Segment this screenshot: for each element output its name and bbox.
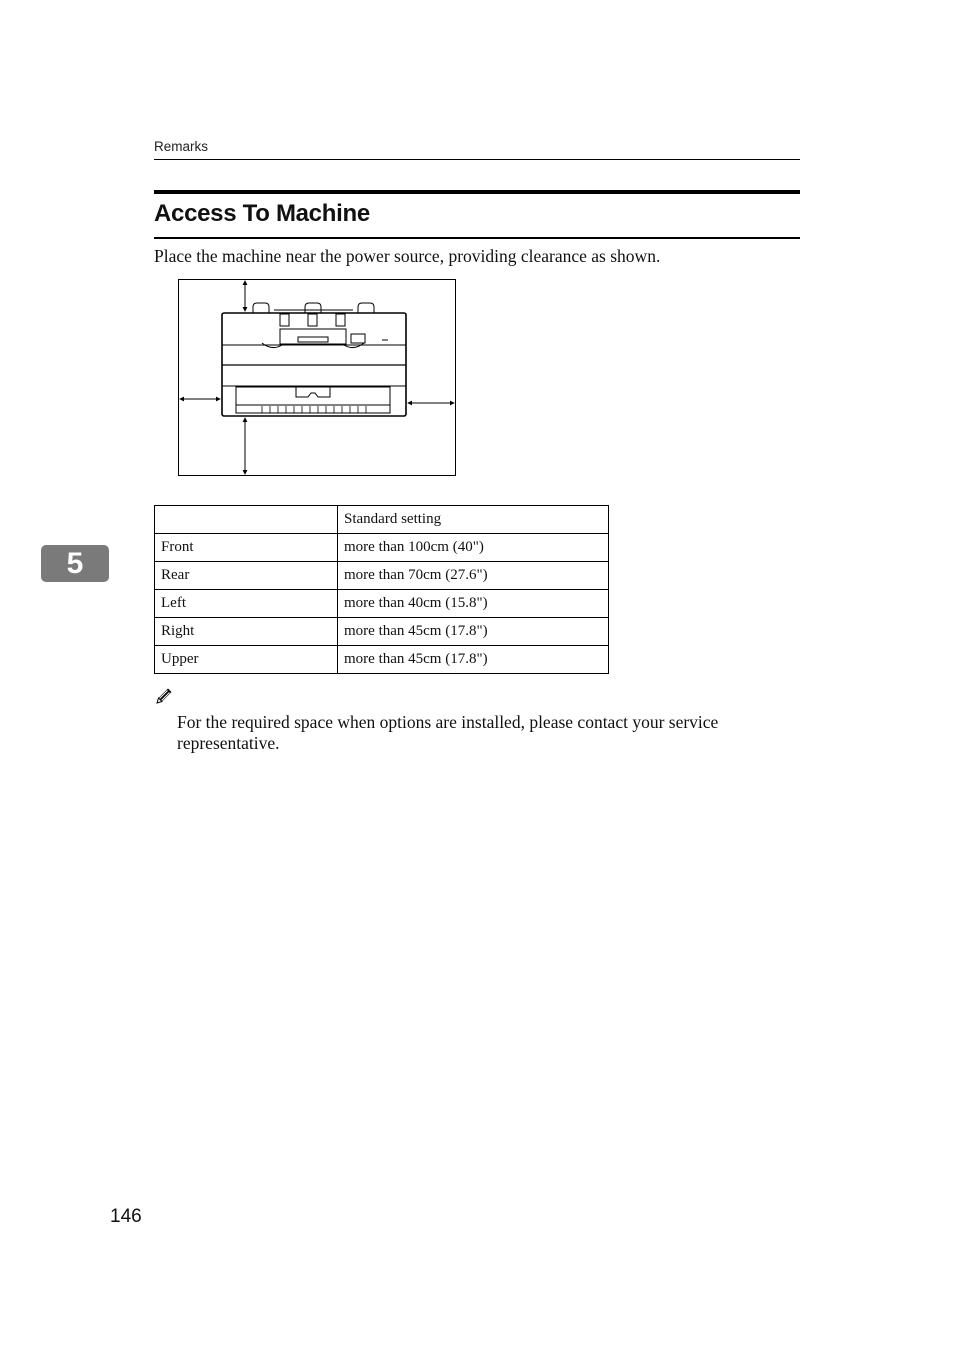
title-rule-top: [154, 190, 800, 194]
title-rule-bottom: [154, 237, 800, 239]
section-title: Access To Machine: [154, 200, 370, 227]
table-row: [155, 562, 609, 590]
table-cell: more than 45cm (17.8"): [338, 646, 609, 674]
table-cell: Right: [155, 618, 338, 646]
note-text: For the required space when options are installed, please contact your service representative.: [177, 712, 719, 753]
table-cell: Left: [155, 590, 338, 618]
running-header: Remarks: [154, 139, 209, 154]
chapter-tab: 5: [41, 545, 109, 582]
page-number: 146: [110, 1206, 142, 1227]
header-divider: [154, 159, 800, 160]
table-row: [155, 534, 609, 562]
table-row: [155, 590, 609, 618]
table-cell: Standard setting: [338, 506, 609, 534]
table-cell: Rear: [155, 562, 338, 590]
table-cell: Upper: [155, 646, 338, 674]
table-header-row: [155, 506, 609, 534]
table-cell: Front: [155, 534, 338, 562]
table-cell: more than 40cm (15.8"): [338, 590, 609, 618]
table-row: [155, 646, 609, 674]
pencil-note-icon: [154, 686, 174, 706]
table-cell: more than 70cm (27.6"): [338, 562, 609, 590]
table-cell: more than 45cm (17.8"): [338, 618, 609, 646]
table-cell: more than 100cm (40"): [338, 534, 609, 562]
diagram-frame: [179, 280, 456, 476]
table-row: [155, 618, 609, 646]
machine-top-view: [222, 303, 406, 416]
table-cell: [155, 506, 338, 534]
clearance-diagram: [178, 279, 456, 476]
clearance-table: [154, 505, 609, 674]
intro-paragraph: Place the machine near the power source, providing clearance as shown.: [154, 246, 661, 266]
